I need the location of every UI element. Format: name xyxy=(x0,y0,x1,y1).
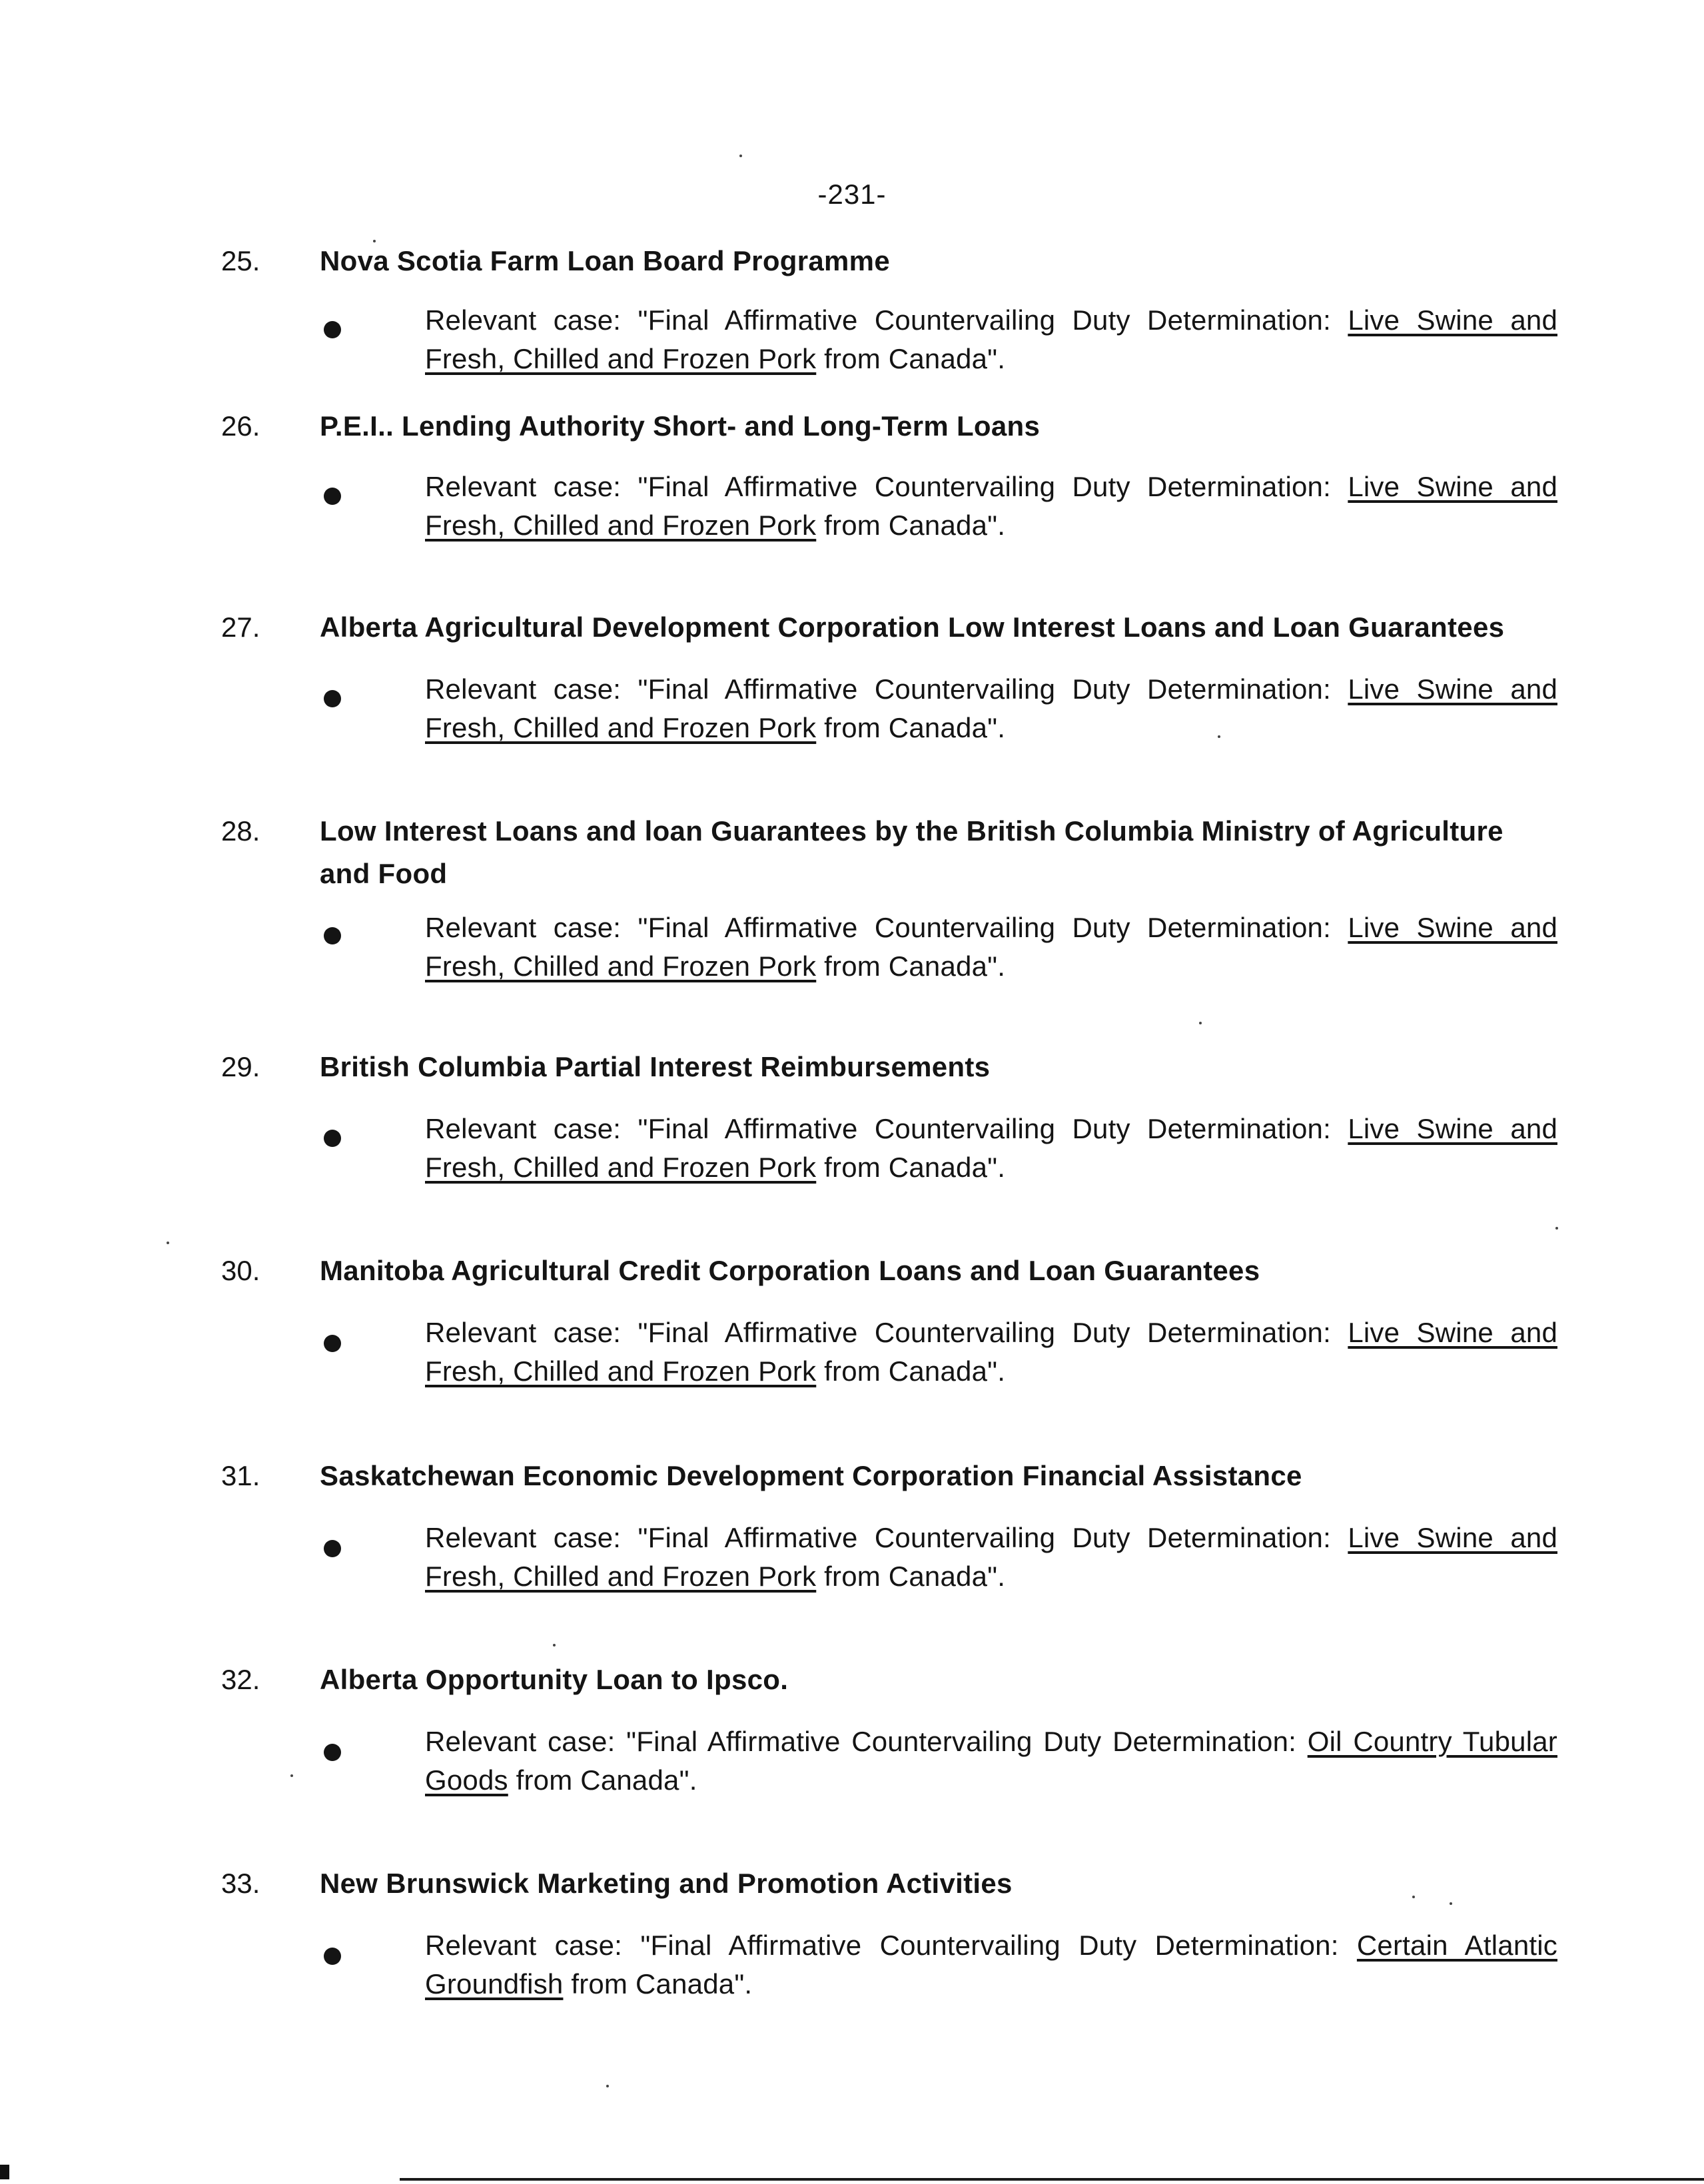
relevant-case xyxy=(425,909,1557,986)
scan-speck xyxy=(167,1242,169,1244)
item-number: 26. xyxy=(221,410,260,442)
item-number: 30. xyxy=(221,1255,260,1286)
scan-speck xyxy=(1199,1022,1202,1024)
scan-speck xyxy=(553,1644,556,1646)
case-product: Live Swine and Fresh, Chilled and Frozen Pork xyxy=(425,304,1557,374)
item-number: 28. xyxy=(221,815,260,847)
bullet-icon xyxy=(324,1130,341,1147)
scan-speck xyxy=(1555,1227,1558,1230)
relevant-case xyxy=(425,1313,1557,1391)
item-number: 32. xyxy=(221,1664,260,1695)
relevant-case xyxy=(425,1926,1557,2003)
relevant-case xyxy=(425,1722,1557,1800)
bullet-icon xyxy=(324,927,341,944)
item-title: British Columbia Partial Interest Reimbursements xyxy=(320,1051,991,1082)
case-suffix: from Canada". xyxy=(816,1561,1006,1592)
item-title: Alberta Opportunity Loan to Ipsco. xyxy=(320,1664,789,1695)
case-prefix: Relevant case: "Final Affirmative Countervailing Duty Determination: xyxy=(425,1930,1357,1961)
scan-speck xyxy=(1218,735,1220,738)
case-product: Live Swine and Fresh, Chilled and Frozen Pork xyxy=(425,912,1557,982)
case-product: Live Swine and Fresh, Chilled and Frozen Pork xyxy=(425,673,1557,743)
case-prefix: Relevant case: "Final Affirmative Countervailing Duty Determination: xyxy=(425,1113,1348,1144)
bullet-icon xyxy=(324,321,341,338)
case-suffix: from Canada". xyxy=(508,1764,697,1796)
case-prefix: Relevant case: "Final Affirmative Countervailing Duty Determination: xyxy=(425,673,1348,705)
bullet-icon xyxy=(324,690,341,707)
scan-speck xyxy=(373,240,376,242)
bullet-icon xyxy=(324,1335,341,1352)
item-title: Saskatchewan Economic Development Corporation Financial Assistance xyxy=(320,1460,1302,1491)
page-number: -231- xyxy=(817,179,887,210)
case-suffix: from Canada". xyxy=(816,712,1006,743)
item-number: 33. xyxy=(221,1868,260,1899)
relevant-case xyxy=(425,670,1557,747)
scan-speck xyxy=(739,155,742,157)
item-number: 31. xyxy=(221,1460,260,1491)
scan-speck xyxy=(290,1774,293,1777)
case-suffix: from Canada". xyxy=(816,343,1006,374)
case-suffix: from Canada". xyxy=(816,1152,1006,1183)
item-number: 27. xyxy=(221,611,260,643)
item-title: Manitoba Agricultural Credit Corporation Loans and Loan Guarantees xyxy=(320,1255,1260,1286)
case-suffix: from Canada". xyxy=(563,1968,753,2000)
relevant-case xyxy=(425,1110,1557,1187)
case-prefix: Relevant case: "Final Affirmative Countervailing Duty Determination: xyxy=(425,304,1348,336)
item-title: New Brunswick Marketing and Promotion Activities xyxy=(320,1868,1013,1899)
item-title: Alberta Agricultural Development Corporation Low Interest Loans and Loan Guarantees xyxy=(320,611,1505,643)
scan-speck xyxy=(1450,1902,1452,1905)
bullet-icon xyxy=(324,488,341,505)
case-suffix: from Canada". xyxy=(816,950,1006,982)
item-title: P.E.I.. Lending Authority Short- and Long-Term Loans xyxy=(320,410,1041,442)
bullet-icon xyxy=(324,1948,341,1965)
item-number: 25. xyxy=(221,245,260,276)
case-product: Certain Atlantic Groundfish xyxy=(425,1930,1557,2000)
case-prefix: Relevant case: "Final Affirmative Countervailing Duty Determination: xyxy=(425,912,1348,943)
bottom-rule xyxy=(400,2178,1704,2181)
case-product: Live Swine and Fresh, Chilled and Frozen Pork xyxy=(425,471,1557,541)
case-product: Live Swine and Fresh, Chilled and Frozen Pork xyxy=(425,1522,1557,1592)
item-number: 29. xyxy=(221,1051,260,1082)
scan-speck xyxy=(606,2085,609,2087)
case-prefix: Relevant case: "Final Affirmative Countervailing Duty Determination: xyxy=(425,1317,1348,1348)
case-product: Live Swine and Fresh, Chilled and Frozen Pork xyxy=(425,1317,1557,1387)
relevant-case xyxy=(425,301,1557,378)
relevant-case xyxy=(425,468,1557,545)
case-suffix: from Canada". xyxy=(816,510,1006,541)
bullet-icon xyxy=(324,1744,341,1761)
item-title: Nova Scotia Farm Loan Board Programme xyxy=(320,245,890,276)
relevant-case xyxy=(425,1519,1557,1596)
case-prefix: Relevant case: "Final Affirmative Countervailing Duty Determination: xyxy=(425,471,1348,502)
bullet-icon xyxy=(324,1540,341,1557)
scan-speck xyxy=(1412,1896,1415,1898)
case-suffix: from Canada". xyxy=(816,1355,1006,1387)
item-title: Low Interest Loans and loan Guarantees by the British Columbia Ministry of Agriculture and Food xyxy=(320,815,1503,889)
case-prefix: Relevant case: "Final Affirmative Countervailing Duty Determination: xyxy=(425,1522,1348,1553)
case-prefix: Relevant case: "Final Affirmative Countervailing Duty Determination: xyxy=(425,1726,1308,1757)
case-product: Oil Country Tubular Goods xyxy=(425,1726,1557,1796)
case-product: Live Swine and Fresh, Chilled and Frozen Pork xyxy=(425,1113,1557,1183)
scan-corner-mark xyxy=(0,2165,9,2179)
